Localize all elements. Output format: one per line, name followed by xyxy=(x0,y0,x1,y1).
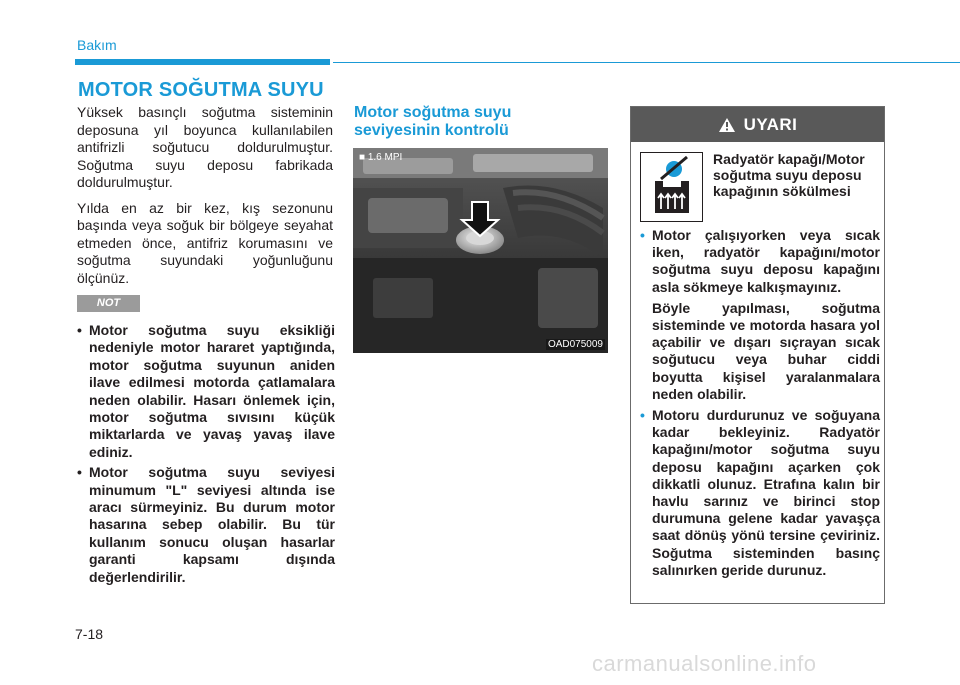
section-subheading: Motor soğutma suyu seviyesinin kontrolü xyxy=(354,104,512,139)
header-divider xyxy=(333,62,960,63)
warning-triangle-icon xyxy=(718,117,736,133)
warning-text-2: Motoru durdurunuz ve soğuyana kadar bekleyiniz. Radyatör kapağını/motor soğutma suyu deposu kapağını açarken çok dikkatli olunuz. Etrafına kalın bir havlu sarınız ve birinci stop durumuna gelene kadar yavaşça saat dönüş yönü tersine çeviriniz. Soğutma sisteminden basınç salınırken geride durunuz. xyxy=(652,407,880,578)
note-text-2: Motor soğutma suyu seviyesi minumum "L" seviyesi altında ise aracı sürmeyiniz. Bu durum motor hasarına sebep olabilir. Bu tür kullanım sonucu oluşan hasarlar garanti kapsamı dışında değerlendirilir. xyxy=(89,464,335,585)
note-list xyxy=(77,322,335,589)
warning-text-1: Motor çalışıyorken veya sıcak iken, radyatör kapağını/motor soğutma suyu deposu kapağını asla sökmeye kalkışmayınız. xyxy=(652,227,880,295)
warning-list xyxy=(640,227,880,583)
page-number: 7-18 xyxy=(75,626,104,642)
note-item xyxy=(77,322,335,461)
radiator-hot-icon xyxy=(640,152,703,222)
bullet-icon: • xyxy=(77,464,82,481)
section-label: Bakım xyxy=(77,37,117,53)
note-item xyxy=(77,464,335,586)
warning-item xyxy=(640,407,880,579)
warning-icon-title: Radyatör kapağı/Motor soğutma suyu deposu kapağının sökülmesi xyxy=(713,151,865,199)
photo-engine-tag: ■ 1.6 MPI xyxy=(359,152,403,163)
photo-code: OAD075009 xyxy=(547,339,603,350)
note-badge: NOT xyxy=(77,295,140,312)
bullet-icon: • xyxy=(640,407,645,424)
page-title: MOTOR SOĞUTMA SUYU xyxy=(78,79,324,101)
bullet-icon: • xyxy=(640,227,645,243)
header-accent-bar xyxy=(75,59,330,65)
warning-box xyxy=(630,106,885,604)
engine-bay-photo xyxy=(353,148,608,353)
warning-label: UYARI xyxy=(743,114,798,134)
watermark: carmanualsonline.info xyxy=(592,651,817,676)
note-text-1: Motor soğutma suyu eksikliği nedeniyle motor hararet yaptığında, motor soğutma suyunun aniden ilave edilmesi motorda çatlamalara neden olabilir. Hasarı önlemek için, motor soğutma sıvısını küçük miktarlarda ve yavaş yavaş ilave ediniz. xyxy=(89,322,335,460)
bullet-icon: • xyxy=(77,322,82,338)
intro-paragraph-2: Yılda en az bir kez, kış sezonunu başında veya soğuk bir bölgeye seyahat etmeden önce, antifriz korumasını ve soğutma suyundaki yoğunluğunu ölçünüz. xyxy=(77,199,333,286)
intro-column xyxy=(77,104,333,295)
warning-text-1-extra: Böyle yapılması, soğutma sisteminde ve motorda hasara yol açabilir ve dışarı sıçrayan sıcak soğutucu veya buhar ciddi boyutta kişisel yaralanmalara neden olabilir. xyxy=(652,299,880,402)
intro-paragraph-1: Yüksek basınçlı soğutma sisteminin deposuna yıl boyunca kullanılabilen antifrizli soğutucu doldurulmuştur. Soğutma suyu deposu fabrikada doldurulmuştur. xyxy=(77,104,333,190)
warning-header xyxy=(631,107,884,142)
warning-item xyxy=(640,227,880,296)
engine-bay-illustration xyxy=(353,148,608,353)
